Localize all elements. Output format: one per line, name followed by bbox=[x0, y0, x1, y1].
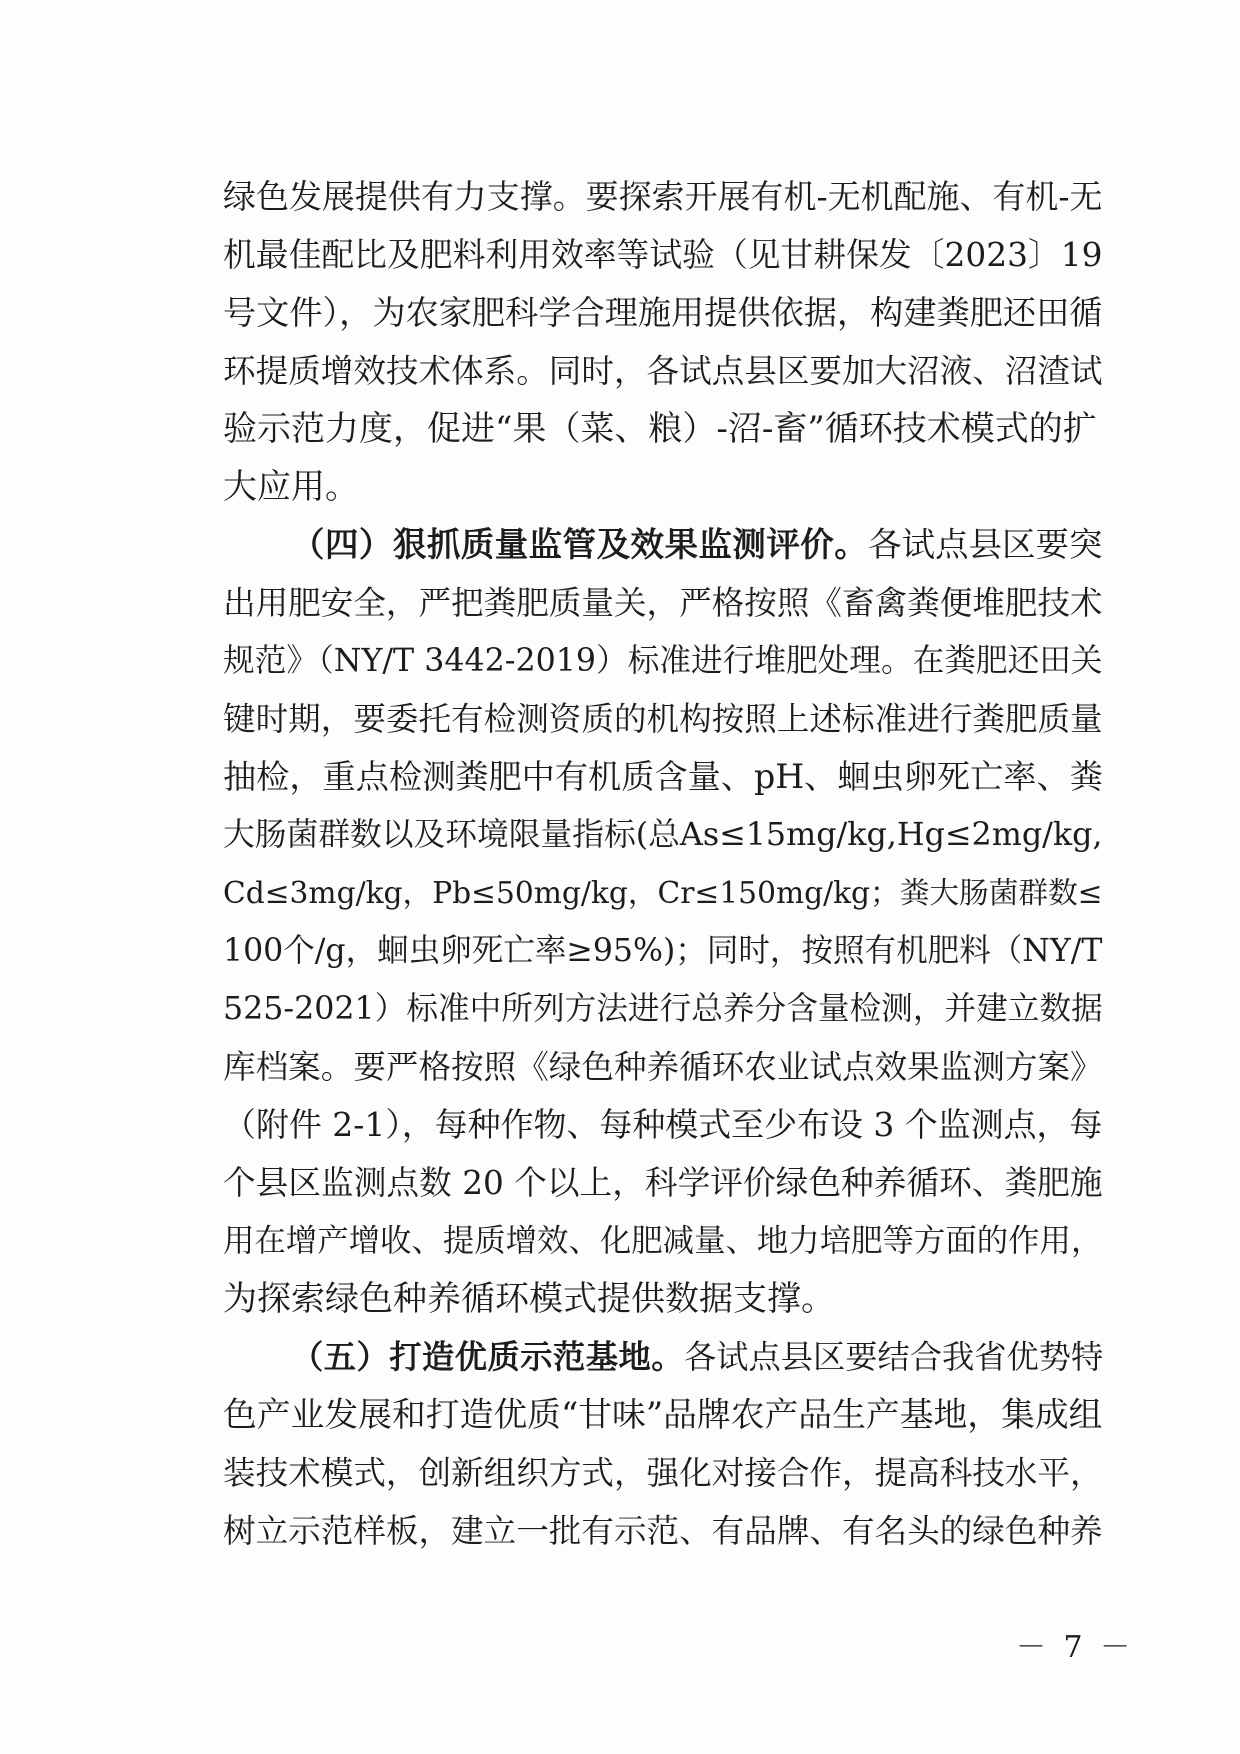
text-line: 用在增产增收、提质增效、化肥减量、地力培肥等方面的作用， bbox=[223, 1223, 1103, 1259]
section-heading-line: （四）狠抓质量监管及效果监测评价。各试点县区要突 bbox=[291, 525, 1103, 564]
text-line: 个县区监测点数 20 个以上，科学评价绿色种养循环、粪肥施 bbox=[223, 1164, 1103, 1202]
text-line: 100个/g，蛔虫卵死亡率≥95%)；同时，按照有机肥料（NY/T bbox=[223, 933, 1103, 969]
section-heading: （四）狠抓质量监管及效果监测评价。 bbox=[291, 525, 869, 564]
text-line: 出用肥安全，严把粪肥质量关，严格按照《畜禽粪便堆肥技术 bbox=[223, 584, 1103, 622]
text-line: 装技术模式，创新组织方式，强化对接合作，提高科技水平， bbox=[223, 1454, 1103, 1492]
text-line: 树立示范样板，建立一批有示范、有品牌、有名头的绿色种养 bbox=[223, 1512, 1103, 1550]
text-line: 环提质增效技术体系。同时，各试点县区要加大沼液、沼渣试 bbox=[223, 352, 1103, 390]
text-line: Cd≤3mg/kg，Pb≤50mg/kg，Cr≤150mg/kg；粪大肠菌群数≤ bbox=[223, 875, 1103, 910]
text-line: 库档案。要严格按照《绿色种养循环农业试点效果监测方案》 bbox=[223, 1048, 1103, 1086]
text-line: 抽检，重点检测粪肥中有机质含量、pH、蛔虫卵死亡率、粪 bbox=[223, 757, 1103, 796]
body-text bbox=[223, 168, 1103, 1560]
text-line: 525-2021）标准中所列方法进行总养分含量检测，并建立数据 bbox=[223, 991, 1103, 1027]
text-line: 为探索绿色种养循环模式提供数据支撑。 bbox=[223, 1279, 835, 1319]
text-line: 大应用。 bbox=[223, 467, 359, 507]
text-line: 号文件），为农家肥科学合理施用提供依据，构建粪肥还田循 bbox=[223, 293, 1103, 332]
section-heading-line: （五）打造优质示范基地。各试点县区要结合我省优势特 bbox=[291, 1338, 1104, 1376]
text-line: （附件 2-1），每种作物、每种模式至少布设 3 个监测点，每 bbox=[223, 1105, 1103, 1144]
text-line: 色产业发展和打造优质“甘味”品牌农产品生产基地，集成组 bbox=[223, 1395, 1103, 1434]
text-line: 规范》（NY/T 3442-2019）标准进行堆肥处理。在粪肥还田关 bbox=[223, 643, 1103, 679]
text-line: 绿色发展提供有力支撑。要探索开展有机-无机配施、有机-无 bbox=[223, 177, 1103, 216]
section-heading: （五）打造优质示范基地。 bbox=[291, 1338, 684, 1376]
text-line: 键时期，要委托有检测资质的机构按照上述标准进行粪肥质量 bbox=[223, 700, 1103, 738]
text-line: 机最佳配比及肥料利用效率等试验（见甘耕保发〔2023〕19 bbox=[223, 236, 1103, 274]
page-number: － 7 － bbox=[1016, 1630, 1135, 1665]
text-line: 验示范力度，促进“果（菜、粮）-沼-畜”循环技术模式的扩 bbox=[223, 409, 1097, 449]
text-line: 大肠菌群数以及环境限量指标(总As≤15mg/kg,Hg≤2mg/kg, bbox=[223, 817, 1103, 853]
